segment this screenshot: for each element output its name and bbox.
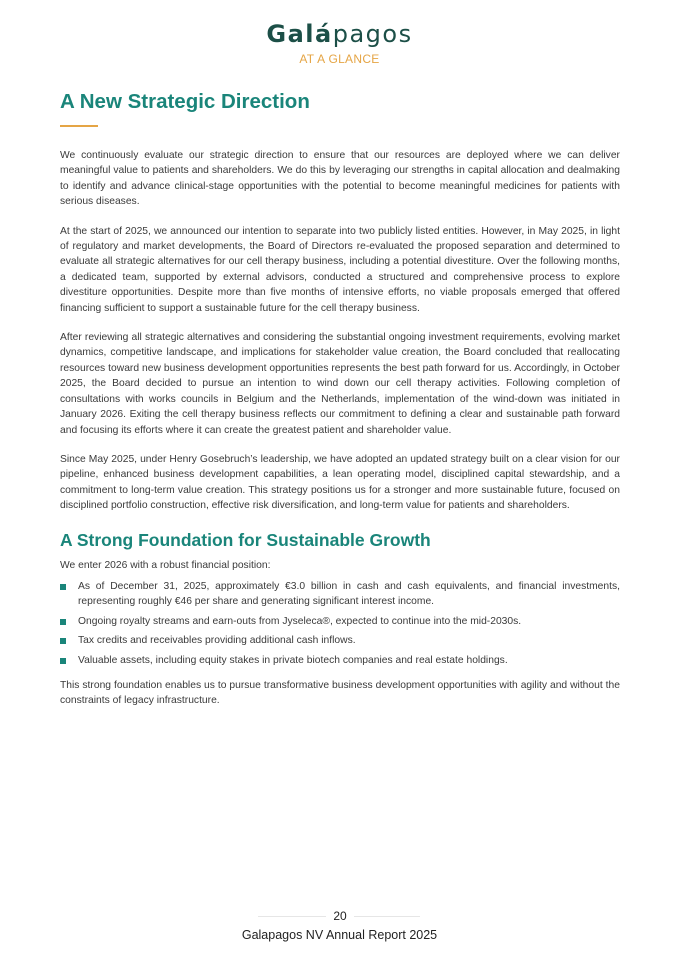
section-heading: A Strong Foundation for Sustainable Growth <box>60 529 431 550</box>
list-item-text: Tax credits and receivables providing additional cash inflows. <box>78 635 356 647</box>
intro-text: We enter 2026 with a robust financial position: <box>60 559 271 571</box>
section-label: AT A GLANCE <box>299 52 380 66</box>
square-bullet-icon <box>60 619 66 625</box>
page-number: 20 <box>326 909 354 923</box>
closing-paragraph: This strong foundation enables us to pursue transformative business development opportunities with agility and without the constraints of legacy infrastructure. <box>60 679 620 707</box>
page-title: A New Strategic Direction <box>60 90 310 113</box>
square-bullet-icon <box>60 584 66 590</box>
paragraph: Since May 2025, under Henry Gosebruch’s leadership, we have adopted an updated strategy built on a clear vision for our pipeline, enhanced business development capabilities, a lean operating model, disciplined capital stewardship, and a commitment to long-term value creation. This strategy positions us for a stronger and more sustainable future, focused on disciplined portfolio construction, effective risk diversification, and long-term value for patients and shareholders. <box>60 453 620 512</box>
list-item-text: Valuable assets, including equity stakes in private biotech companies and real estate holdings. <box>78 654 508 666</box>
logo-text-light: pagos <box>332 20 413 48</box>
paragraph: We continuously evaluate our strategic direction to ensure that our resources are deployed where we can deliver meaningful value to patients and shareholders. We do this by leveraging our strengths in capital allocation and dealmaking to identify and advance clinical-stage opportunities with the potential to become meaningful medicines for patients with serious diseases. <box>60 150 620 208</box>
square-bullet-icon <box>60 638 66 644</box>
list-item <box>60 614 620 629</box>
main-content <box>60 148 620 723</box>
list-item-text: Ongoing royalty streams and earn-outs from Jyseleca®, expected to continue into the mid-2030s. <box>78 615 522 627</box>
square-bullet-icon <box>60 658 66 664</box>
title-underline <box>60 125 98 127</box>
paragraph: At the start of 2025, we announced our intention to separate into two publicly listed entities. However, in May 2025, in light of regulatory and market developments, the Board of Directors re-evaluated the proposed separation and determined to evaluate all strategic alternatives for our cell therapy business, including a potential divestiture. Over the following months, a dedicated team, supported by external advisors, conducted a structured and comprehensive process to explore divestiture opportunities. Despite more than five months of intensive efforts, no viable proposals emerged that offered financing sufficient to support a sustainable future for the cell therapy business. <box>60 225 620 314</box>
list-item <box>60 653 620 668</box>
bullet-list <box>60 579 620 668</box>
company-logo <box>0 20 679 48</box>
list-item <box>60 633 620 648</box>
list-item-text: As of December 31, 2025, approximately €3.0 billion in cash and cash equivalents, and financial investments, representing roughly €46 per share and generating significant interest income. <box>78 580 620 608</box>
list-item <box>60 579 620 610</box>
logo-text-bold: Galá <box>266 20 333 48</box>
document-title: Galapagos NV Annual Report 2025 <box>241 928 438 942</box>
paragraph: After reviewing all strategic alternatives and considering the substantial ongoing investment requirements, evolving market dynamics, competitive landscape, and implications for stakeholder value creation, the Board concluded that reallocating resources toward new business development opportunities represents the best path forward for us. Accordingly, in October 2025, the Board decided to pursue an intention to wind down our cell therapy activities. Following completion of consultations with works councils in Belgium and the Netherlands, implementation of the wind-down was initiated in January 2026. Exiting the cell therapy business reflects our commitment to defining a clear and sustainable path forward and focusing its efforts where it can create the greatest patient and shareholder value. <box>60 332 620 436</box>
